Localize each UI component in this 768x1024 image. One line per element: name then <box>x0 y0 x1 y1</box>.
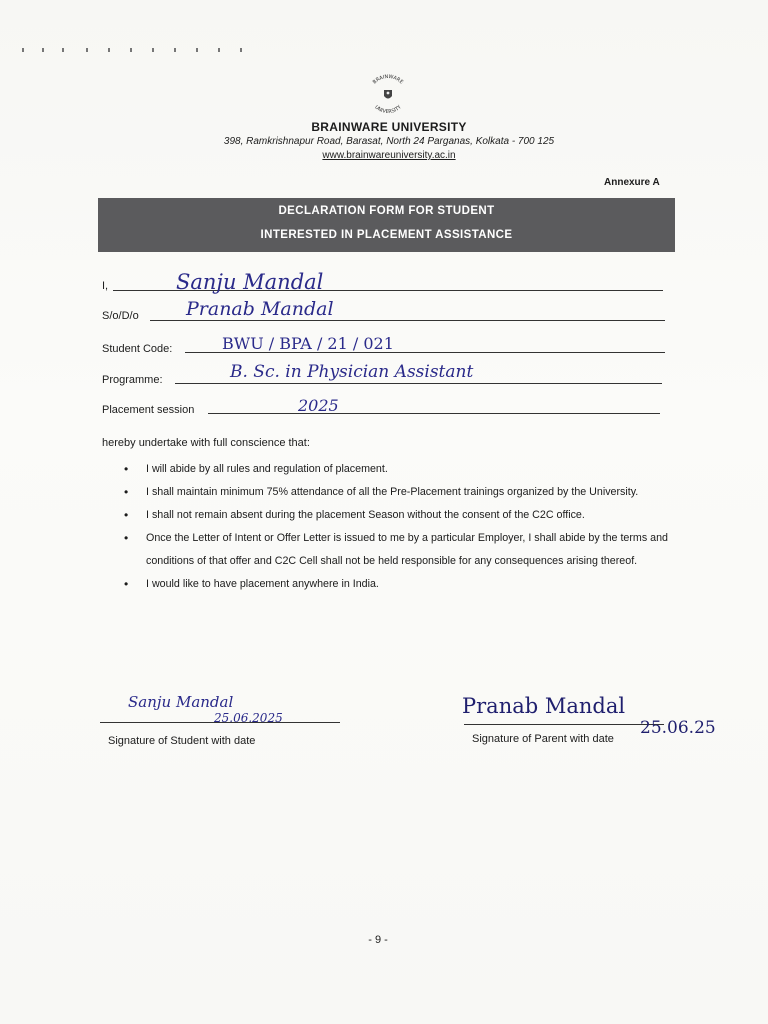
punch-mark <box>174 48 176 52</box>
annexure-label: Annexure A <box>604 177 660 188</box>
placement-session-field[interactable]: 2025 <box>298 396 339 415</box>
student-signature[interactable]: Sanju Mandal <box>128 693 234 711</box>
relation-label: S/o/D/o <box>102 310 139 322</box>
svg-text:UNIVERSITY: UNIVERSITY <box>373 104 403 114</box>
university-name: BRAINWARE UNIVERSITY <box>311 120 467 134</box>
page-number: - 9 - <box>368 934 388 946</box>
punch-mark <box>218 48 220 52</box>
university-website-link[interactable]: www.brainwareuniversity.ac.in <box>322 150 456 161</box>
declaration-item: • I shall not remain absent during the placement Season without the consent of the C2C office. <box>122 504 672 527</box>
programme-underline <box>175 383 662 384</box>
student-signature-line <box>100 722 340 723</box>
parent-signature-label: Signature of Parent with date <box>472 733 614 745</box>
declaration-item: • I would like to have placement anywhere in India. <box>122 573 672 596</box>
punch-mark <box>42 48 44 52</box>
student-signature-label: Signature of Student with date <box>108 735 256 747</box>
programme-label: Programme: <box>102 374 163 386</box>
punch-mark <box>152 48 154 52</box>
form-title-line-2: INTERESTED IN PLACEMENT ASSISTANCE <box>260 229 513 241</box>
student-signature-date[interactable]: 25.06.2025 <box>214 711 283 725</box>
student-code-label: Student Code: <box>102 343 173 355</box>
declaration-item: • Once the Letter of Intent or Offer Letter is issued to me by a particular Employer, I shall abide by the terms and conditions of that offer and C2C Cell shall not be held responsible for any consequences arising thereof. <box>122 527 672 573</box>
declaration-item: • I will abide by all rules and regulation of placement. <box>122 458 672 481</box>
placement-session-label: Placement session <box>102 404 195 416</box>
parent-signature-date[interactable]: 25.06.25 <box>640 718 716 738</box>
punch-mark <box>108 48 110 52</box>
svg-text:BRAINWARE: BRAINWARE <box>371 74 405 86</box>
punch-mark <box>62 48 64 52</box>
declaration-list <box>122 458 672 596</box>
form-title-line-1: DECLARATION FORM FOR STUDENT <box>278 205 495 217</box>
university-address: 398, Ramkrishnapur Road, Barasat, North 24 Parganas, Kolkata - 700 125 <box>223 136 555 147</box>
punch-mark <box>22 48 24 52</box>
university-seal-icon <box>361 74 415 114</box>
placement-session-underline <box>208 413 660 414</box>
form-title-banner <box>98 198 675 252</box>
programme-field[interactable]: B. Sc. in Physician Assistant <box>230 362 474 382</box>
student-code-field[interactable]: BWU / BPA / 21 / 021 <box>222 334 394 353</box>
punch-mark <box>130 48 132 52</box>
punch-mark <box>196 48 198 52</box>
relation-field[interactable]: Pranab Mandal <box>186 298 334 320</box>
punch-mark <box>86 48 88 52</box>
name-label: I, <box>102 280 109 292</box>
declaration-item: • I shall maintain minimum 75% attendance of all the Pre-Placement trainings organized by the University. <box>122 481 672 504</box>
declaration-intro: hereby undertake with full conscience that: <box>102 437 310 449</box>
parent-signature[interactable]: Pranab Mandal <box>462 694 626 718</box>
name-field[interactable]: Sanju Mandal <box>176 270 324 294</box>
parent-signature-line <box>464 724 664 725</box>
relation-underline <box>150 320 665 321</box>
punch-mark <box>240 48 242 52</box>
